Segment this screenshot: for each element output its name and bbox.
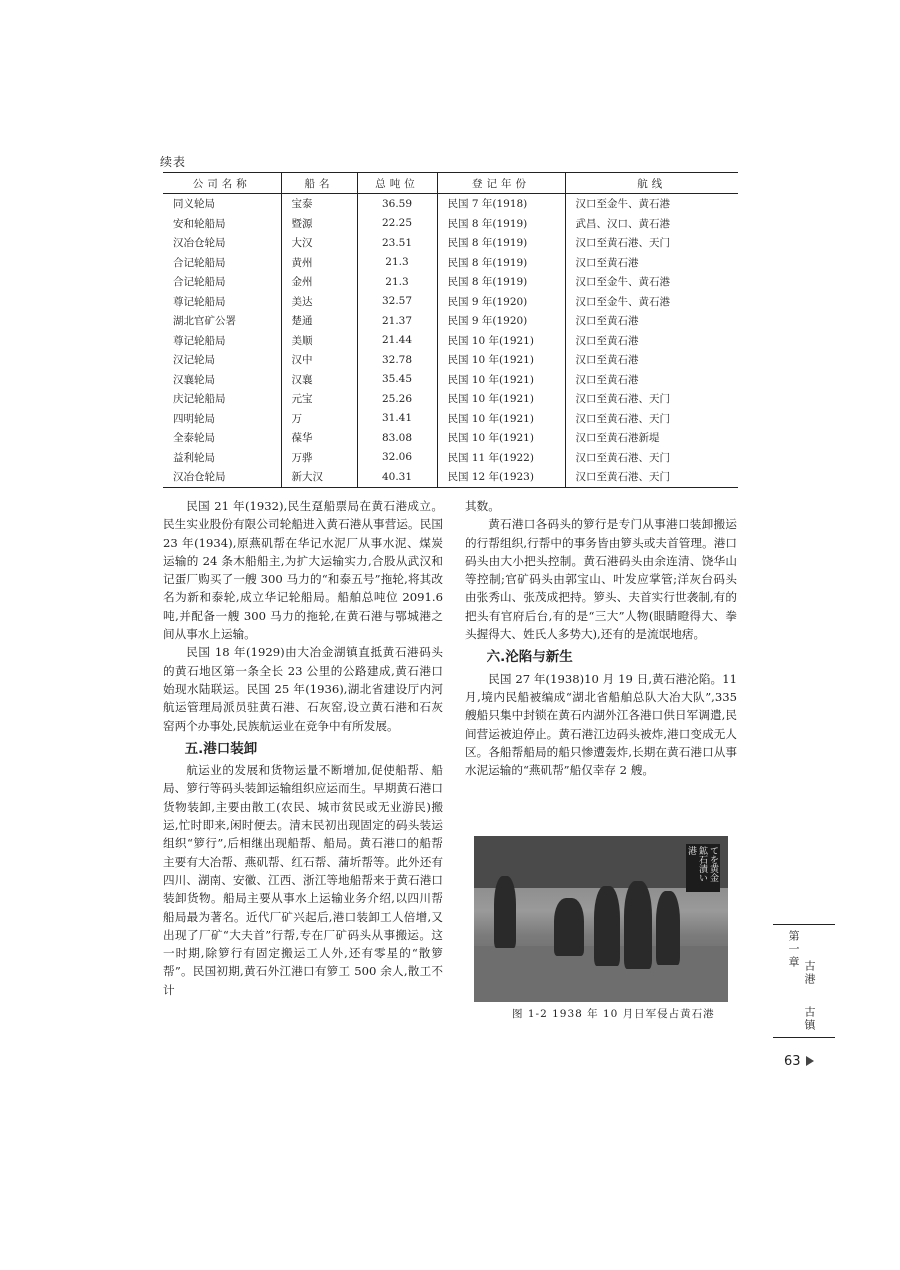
cell-year: 民国 10 年(1921) <box>437 331 565 351</box>
cell-tonnage: 40.31 <box>357 467 437 487</box>
cell-ship: 汉中 <box>281 350 357 370</box>
side-rule <box>773 924 835 925</box>
header-year: 登记年份 <box>437 173 565 194</box>
table-row <box>163 194 738 214</box>
cell-year: 民国 10 年(1921) <box>437 350 565 370</box>
table-row <box>163 448 738 468</box>
cell-year: 民国 7 年(1918) <box>437 194 565 214</box>
cell-tonnage: 32.57 <box>357 292 437 312</box>
cell-ship: 新大汉 <box>281 467 357 487</box>
cell-route: 汉口至黄石港、天门 <box>565 389 738 409</box>
cell-route: 汉口至黄石港 <box>565 311 738 331</box>
table-header-row <box>163 173 738 194</box>
soldier-figure <box>554 898 584 956</box>
table-body <box>163 194 738 488</box>
cell-year: 民国 10 年(1921) <box>437 370 565 390</box>
paragraph: 民国 21 年(1932),民生趸船票局在黄石港成立。民生实业股份有限公司轮船进入黄石港从事营运。民国 23 年(1934),原燕矶帮在华记水泥厂从事水泥、煤炭运输的 24 条木船船主,为扩大运输实力,合股从武汉和记蛋厂购买了一艘 300 马力的“和泰五号”拖轮,将其改名为新和泰轮,成立华记轮船局。船舶总吨位 2091.6 吨,并配备一艘 300 马力的拖轮,在黄石港与鄂城港之间从事水上运输。 <box>163 499 443 642</box>
header-ship: 船名 <box>281 173 357 194</box>
cell-company: 尊记轮船局 <box>173 295 226 308</box>
table-row <box>163 409 738 429</box>
cell-company: 湖北官矿公署 <box>173 315 236 328</box>
soldier-figure <box>656 891 680 965</box>
cell-company: 汉冶仓轮局 <box>173 237 226 250</box>
cell-company: 汉记轮局 <box>173 354 215 367</box>
cell-route: 汉口至黄石港、天门 <box>565 467 738 487</box>
cell-tonnage: 25.26 <box>357 389 437 409</box>
table-row <box>163 370 738 390</box>
historical-photo <box>474 836 728 1002</box>
cell-tonnage: 32.78 <box>357 350 437 370</box>
cell-tonnage: 32.06 <box>357 448 437 468</box>
cell-tonnage: 83.08 <box>357 428 437 448</box>
cell-tonnage: 35.45 <box>357 370 437 390</box>
cell-company: 庆记轮船局 <box>173 393 226 406</box>
cell-ship: 黄州 <box>281 253 357 273</box>
chapter-title-part-a: 古港 <box>803 960 816 986</box>
table-row <box>163 311 738 331</box>
table-row <box>163 253 738 273</box>
cell-year: 民国 8 年(1919) <box>437 233 565 253</box>
cell-company: 汉冶仓轮局 <box>173 471 226 484</box>
figure-caption: 图 1-2 1938 年 10 月日军侵占黄石港 <box>512 1008 715 1020</box>
paragraph: 黄石港口各码头的箩行是专门从事港口装卸搬运的行帮组织,行帮中的事务皆由箩头或夫首管理。港口码头由大小把头控制。黄石港码头由余连清、饶华山等控制;官矿码头由郭宝山、叶发应掌管;洋灰台码头由张秀山、张茂成把持。箩头、夫首实行世袭制,有的把头有官府后台,有的是“三大”人物(眼睛瞪得大、拳头握得大、姓氏人多势大),还有的是流氓地痞。 <box>465 517 737 642</box>
cell-ship: 暨源 <box>281 214 357 234</box>
cell-ship: 楚通 <box>281 311 357 331</box>
cell-ship: 汉襄 <box>281 370 357 390</box>
continued-label: 续表 <box>160 155 187 169</box>
cell-year: 民国 11 年(1922) <box>437 448 565 468</box>
chapter-label: 第一章 <box>787 930 800 969</box>
cell-year: 民国 8 年(1919) <box>437 272 565 292</box>
page-arrow-icon <box>806 1056 814 1066</box>
soldier-figure <box>494 876 516 948</box>
cell-ship: 金州 <box>281 272 357 292</box>
cell-ship: 美达 <box>281 292 357 312</box>
cell-year: 民国 10 年(1921) <box>437 389 565 409</box>
cell-ship: 宝泰 <box>281 194 357 214</box>
cell-year: 民国 10 年(1921) <box>437 428 565 448</box>
cell-tonnage: 21.3 <box>357 272 437 292</box>
side-rule <box>773 1037 835 1038</box>
soldier-figure <box>624 881 652 969</box>
cell-tonnage: 21.44 <box>357 331 437 351</box>
cell-year: 民国 8 年(1919) <box>437 214 565 234</box>
cell-route: 汉口至黄石港 <box>565 331 738 351</box>
cell-ship: 葆华 <box>281 428 357 448</box>
paragraph: 航运业的发展和货物运量不断增加,促使船帮、船局、箩行等码头装卸运输组织应运而生。早期黄石港口货物装卸,主要由散工(农民、城市贫民或无业游民)搬运,忙时即来,闲时便去。清末民初出现固定的码头装运组织“箩行”,后相继出现船帮、船局。黄石港口的船帮主要有大冶帮、燕矶帮、红石帮、蒲圻帮等。此外还有四川、湖南、安徽、江西、浙江等地船帮来于黄石港口装卸货物。船局主要从事水上运输业务介绍,以四川帮船局最为著名。近代厂矿兴起后,港口装卸工人倍增,又出现了厂矿“大夫首”行帮,专在厂矿码头从事搬运。这一时期,除箩行有固定搬运工人外,还有零星的“散箩帮”。民国初期,黄石外江港口有箩工 500 余人,散工不计 <box>163 763 443 997</box>
chapter-title-part-b: 古镇 <box>803 1006 816 1032</box>
cell-tonnage: 22.25 <box>357 214 437 234</box>
cell-tonnage: 21.3 <box>357 253 437 273</box>
table-row <box>163 272 738 292</box>
cell-company: 合记轮船局 <box>173 276 226 289</box>
cell-company: 益利轮局 <box>173 451 215 464</box>
cell-ship: 美顺 <box>281 331 357 351</box>
header-tonnage: 总吨位 <box>357 173 437 194</box>
cell-ship: 万骅 <box>281 448 357 468</box>
table-row <box>163 233 738 253</box>
header-route: 航线 <box>565 173 738 194</box>
cell-route: 汉口至金牛、黄石港 <box>565 272 738 292</box>
cell-ship: 大汉 <box>281 233 357 253</box>
cell-route: 汉口至金牛、黄石港 <box>565 194 738 214</box>
cell-tonnage: 23.51 <box>357 233 437 253</box>
cell-company: 全泰轮局 <box>173 432 215 445</box>
table-row <box>163 331 738 351</box>
cell-year: 民国 12 年(1923) <box>437 467 565 487</box>
cell-year: 民国 9 年(1920) <box>437 311 565 331</box>
section-heading: 五.港口装卸 <box>184 740 258 757</box>
cell-company: 同义轮局 <box>173 198 215 211</box>
table-row <box>163 292 738 312</box>
cell-company: 合记轮船局 <box>173 256 226 269</box>
left-text-column <box>163 497 443 999</box>
table-row <box>163 428 738 448</box>
section-heading: 六.沦陷与新生 <box>486 649 573 666</box>
cell-route: 汉口至黄石港、天门 <box>565 233 738 253</box>
table-row <box>163 214 738 234</box>
paragraph: 民国 27 年(1938)10 月 19 日,黄石港沦陷。11 月,境内民船被编成“湖北省船舶总队大冶大队”,335 艘船只集中封锁在黄石内湖外江各港口供日军调遣,民间营运被迫停止。黄石港江边码头被炸,港口变成无人区。各船帮船局的船只惨遭轰炸,长期在黄石港口从事水泥运输的“燕矶帮”船仅幸存 2 艘。 <box>465 671 737 778</box>
cell-route: 汉口至黄石港、天门 <box>565 409 738 429</box>
paragraph: 其数。 <box>465 499 500 513</box>
paragraph: 民国 18 年(1929)由大冶金湖镇直抵黄石港码头的黄石地区第一条全长 23 公里的公路建成,黄石港口始现水陆联运。民国 25 年(1936),湖北省建设厅内河航运管理局派员驻黄石港、石灰窑,设立黄石港和石灰窑两个办事处,民族航运业在竞争中有所发展。 <box>163 645 443 733</box>
cell-route: 汉口至黄石港 <box>565 350 738 370</box>
cell-ship: 元宝 <box>281 389 357 409</box>
cell-tonnage: 36.59 <box>357 194 437 214</box>
right-text-column <box>465 497 737 779</box>
table-row <box>163 467 738 487</box>
cell-tonnage: 21.37 <box>357 311 437 331</box>
cell-company: 汉襄轮局 <box>173 373 215 386</box>
cell-year: 民国 10 年(1921) <box>437 409 565 429</box>
table-row <box>163 389 738 409</box>
cell-route: 武昌、汉口、黄石港 <box>565 214 738 234</box>
cell-year: 民国 9 年(1920) <box>437 292 565 312</box>
cell-route: 汉口至金牛、黄石港 <box>565 292 738 312</box>
cell-company: 安和轮船局 <box>173 217 226 230</box>
table-row <box>163 350 738 370</box>
cell-route: 汉口至黄石港 <box>565 253 738 273</box>
soldier-figure <box>594 886 620 966</box>
cell-ship: 万 <box>281 409 357 429</box>
header-company: 公司名称 <box>163 173 281 194</box>
cell-year: 民国 8 年(1919) <box>437 253 565 273</box>
photo-caption-tag: てを黄金鉱石漬い港 <box>686 844 720 892</box>
cell-route: 汉口至黄石港、天门 <box>565 448 738 468</box>
cell-route: 汉口至黄石港新堤 <box>565 428 738 448</box>
cell-route: 汉口至黄石港 <box>565 370 738 390</box>
cell-tonnage: 31.41 <box>357 409 437 429</box>
cell-company: 四明轮局 <box>173 412 215 425</box>
ship-registry-table <box>163 172 738 488</box>
cell-company: 尊记轮船局 <box>173 334 226 347</box>
page-number: 63 <box>784 1054 801 1069</box>
